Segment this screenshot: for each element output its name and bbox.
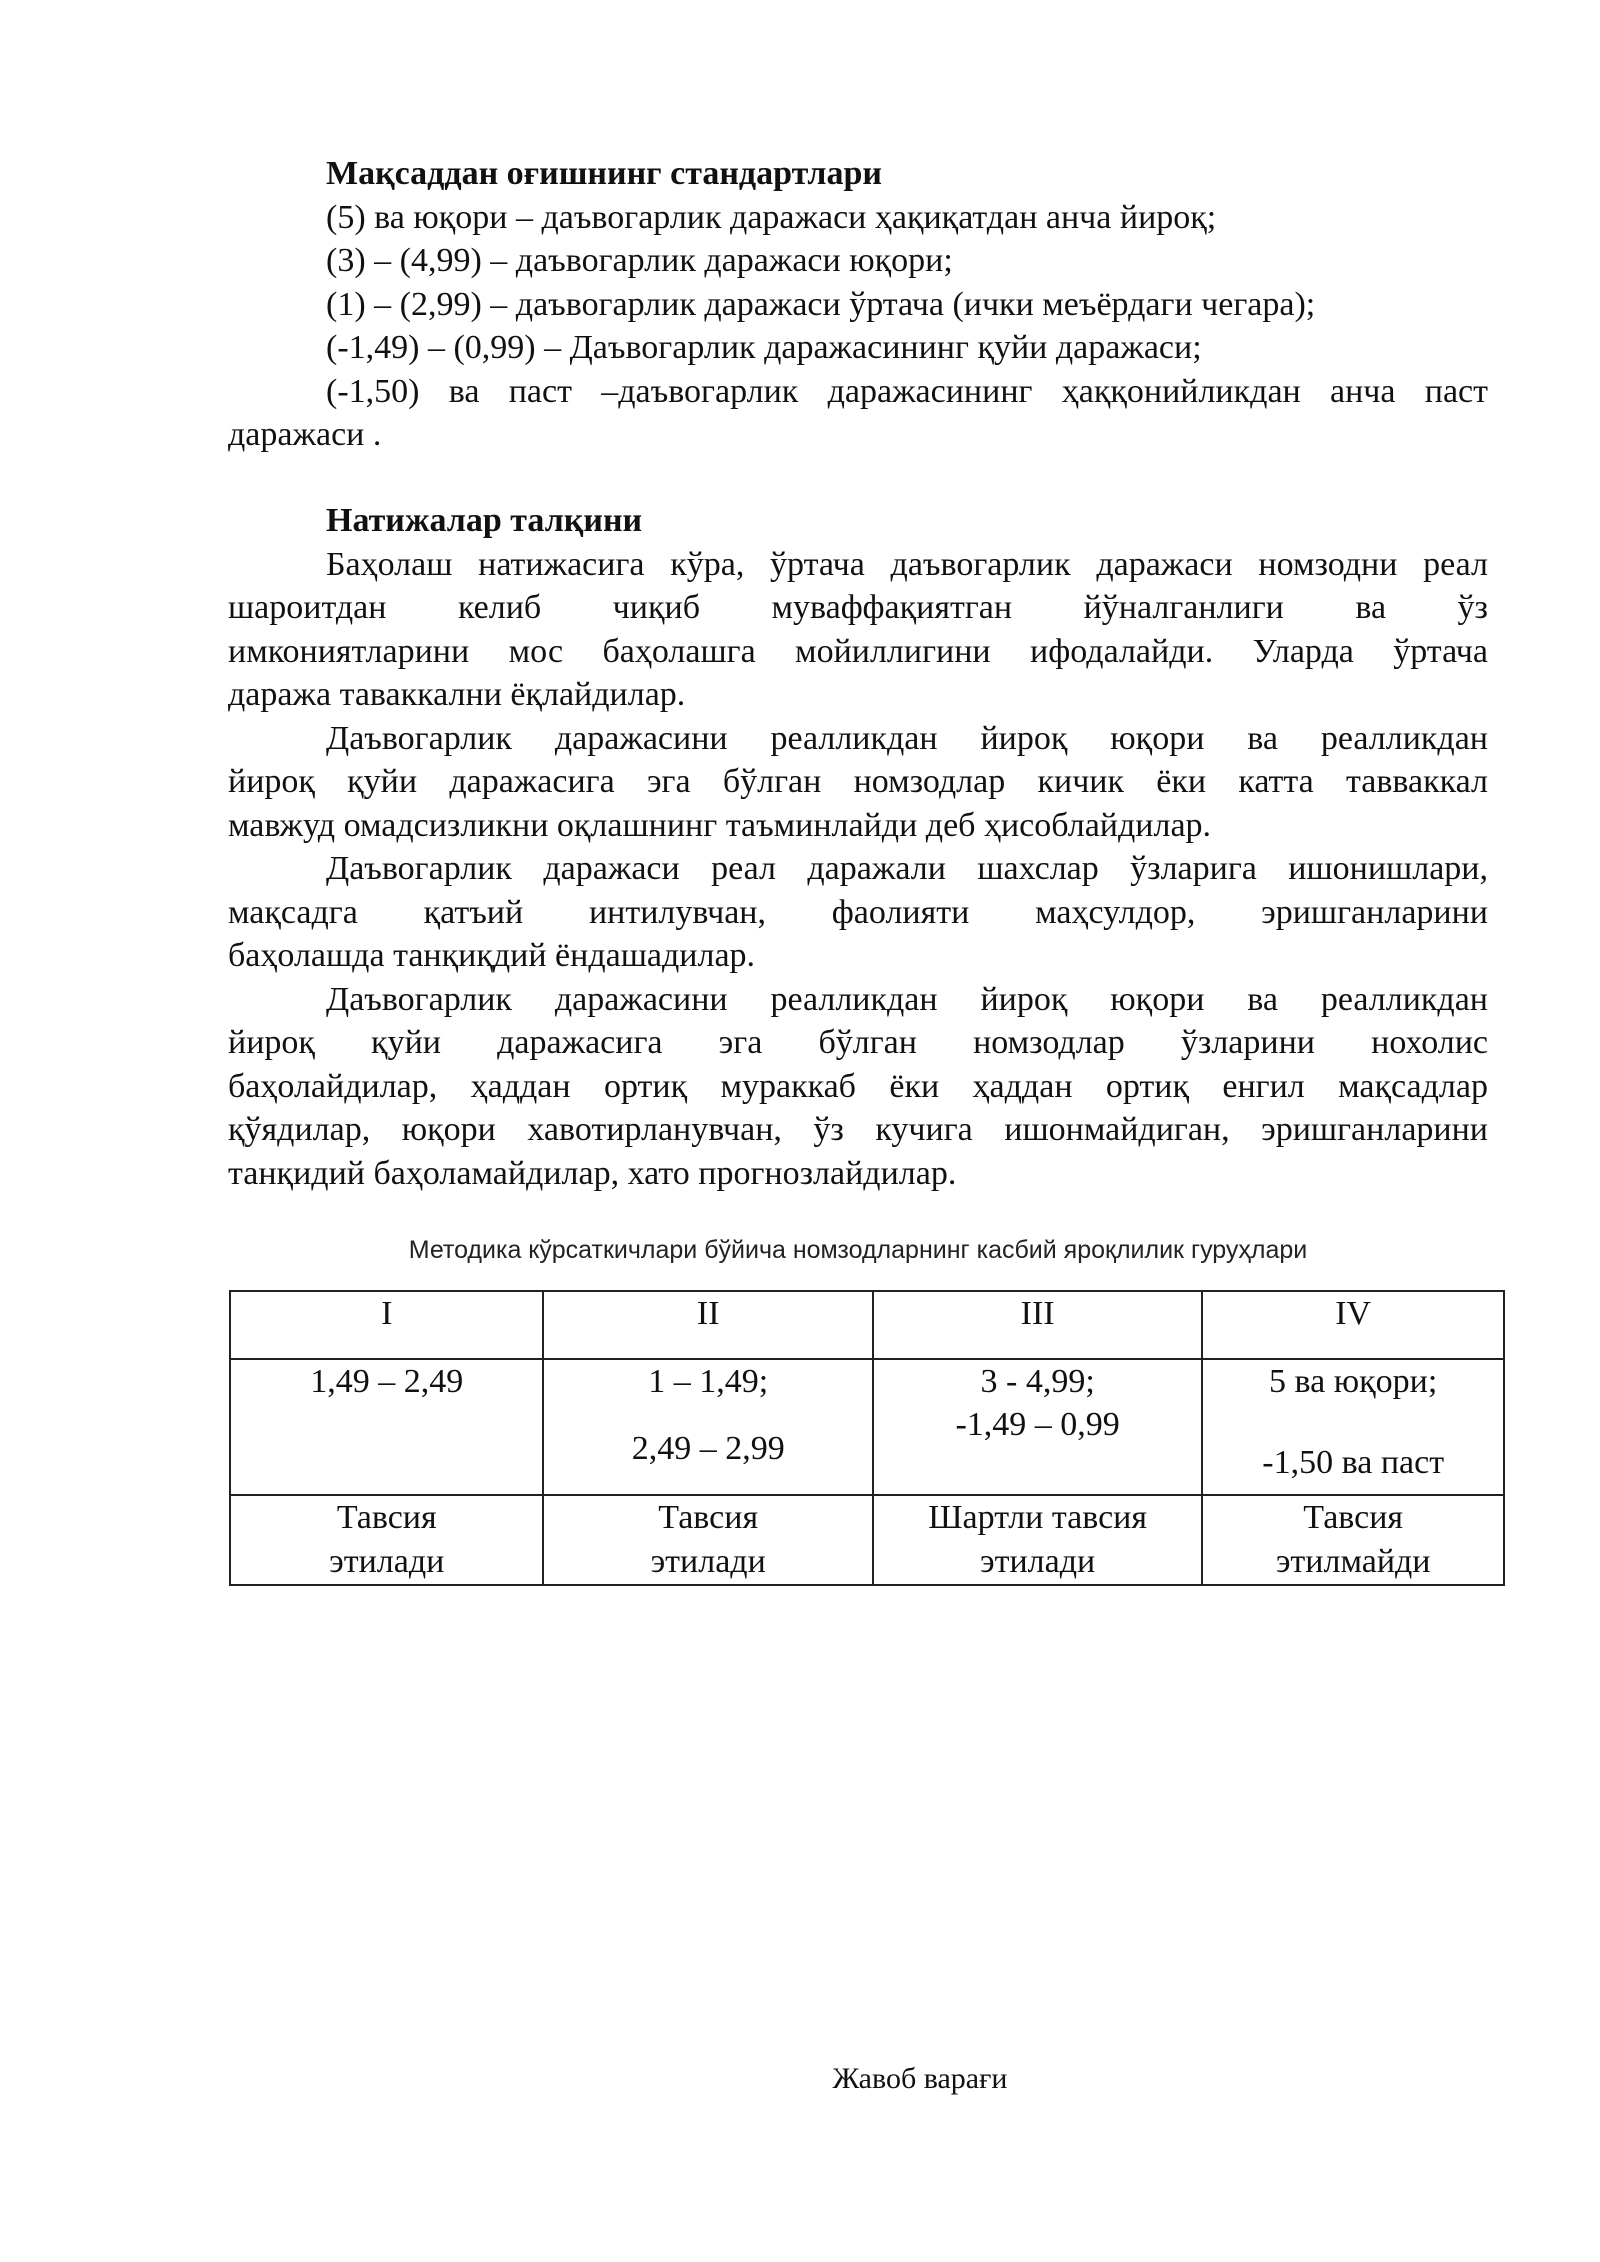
standards-item: (5) ва юқори – даъвогарлик даражаси ҳақиқатдан анча йироқ; — [326, 198, 1217, 236]
recommendation-line: Тавсия — [1303, 1499, 1404, 1536]
value-cell — [1202, 1359, 1504, 1495]
standards-heading: Мақсаддан оғишнинг стандартлари — [326, 155, 883, 192]
paragraph-line: мавжуд омадсизликни оқлашнинг таъминлайди деб ҳисоблайдилар. — [228, 806, 1212, 844]
recommendation-line: этилади — [329, 1543, 445, 1580]
value-line: 1 – 1,49; — [648, 1363, 769, 1400]
standards-item: (-1,50) ва паст –даъвогарлик даражасининг ҳаққонийликдан анча паст — [326, 372, 1488, 410]
group-header-cell: III — [873, 1291, 1202, 1359]
paragraph-line: танқидий баҳоламайдилар, хато прогнозлайдилар. — [228, 1154, 957, 1192]
group-header-cell: IV — [1202, 1291, 1504, 1359]
standards-item: (3) – (4,99) – даъвогарлик даражаси юқори; — [326, 242, 953, 279]
interpretation-section — [228, 499, 1488, 1195]
recommendation-line: Шартли тавсия — [928, 1499, 1148, 1536]
group-header-cell: II — [543, 1291, 872, 1359]
value-cell — [543, 1359, 872, 1495]
paragraph-line: шароитдан келиб чиқиб муваффақиятган йўналганлиги ва ўз — [228, 589, 1488, 626]
paragraph-line: мақсадга қатъий интилувчан, фаолияти маҳсулдор, эришганларини — [228, 893, 1488, 931]
value-cell — [230, 1359, 543, 1495]
paragraph-line: йироқ қуйи даражасига эга бўлган номзодлар кичик ёки катта тавваккал — [228, 763, 1488, 800]
group-header-cell: I — [230, 1291, 543, 1359]
value-line: 2,49 – 2,99 — [631, 1430, 785, 1467]
value-line: 5 ва юқори; — [1269, 1363, 1438, 1400]
table-caption: Методика кўрсаткичлари бўйича номзодларнинг касбий яроқлилик гуруҳлари — [408, 1236, 1308, 1264]
table-row-values — [230, 1359, 1504, 1495]
paragraph-line: имкониятларини мос баҳолашга мойиллигини ифодалайди. Уларда ўртача — [228, 632, 1488, 670]
recommendation-cell — [230, 1495, 543, 1585]
value-line: 1,49 – 2,49 — [310, 1363, 464, 1400]
paragraph-line: қўядилар, юқори хавотирланувчан, ўз кучига ишонмайдиган, эришганларини — [228, 1111, 1488, 1148]
recommendation-line: этилади — [980, 1543, 1096, 1580]
paragraph-line: Даъвогарлик даражасини реалликдан йироқ юқори ва реалликдан — [326, 719, 1488, 757]
value-line: -1,50 ва паст — [1262, 1444, 1445, 1481]
paragraph-line: баҳолайдилар, ҳаддан ортиқ мураккаб ёки ҳаддан ортиқ енгил мақсадлар — [228, 1067, 1488, 1105]
standards-section — [228, 152, 1488, 457]
recommendation-cell — [1202, 1495, 1504, 1585]
recommendation-line: Тавсия — [336, 1499, 437, 1536]
standards-item: (1) – (2,99) – даъвогарлик даражаси ўртача (ички меъёрдаги чегара); — [326, 285, 1316, 323]
interpretation-heading: Натижалар талқини — [326, 502, 643, 539]
standards-item-continuation: даражаси . — [228, 416, 382, 453]
table-header-row — [230, 1291, 1504, 1359]
value-line: -1,49 – 0,99 — [955, 1406, 1120, 1443]
table-row-recommendations — [230, 1495, 1504, 1585]
paragraph-line: Даъвогарлик даражасини реалликдан йироқ юқори ва реалликдан — [326, 980, 1488, 1018]
value-line: 3 - 4,99; — [980, 1363, 1095, 1400]
value-cell — [873, 1359, 1202, 1495]
paragraph-line: баҳолашда танқиқдий ёндашадилар. — [228, 937, 756, 974]
standards-item: (-1,49) – (0,99) – Даъвогарлик даражасининг қуйи даражаси; — [326, 329, 1202, 366]
recommendation-line: Тавсия — [658, 1499, 759, 1536]
paragraph-line: Даъвогарлик даражаси реал даражали шахслар ўзларига ишонишлари, — [326, 850, 1488, 887]
recommendation-cell — [873, 1495, 1202, 1585]
groups-table — [229, 1290, 1505, 1586]
recommendation-cell — [543, 1495, 872, 1585]
paragraph-line: йироқ қуйи даражасига эга бўлган номзодлар ўзларини нохолис — [228, 1024, 1488, 1061]
paragraph-line: Баҳолаш натижасига кўра, ўртача даъвогарлик даражаси номзодни реал — [326, 545, 1488, 583]
answer-sheet-title: Жавоб варағи — [832, 2062, 1008, 2095]
recommendation-line: этилмайди — [1275, 1543, 1431, 1580]
paragraph-line: даража таваккални ёқлайдилар. — [228, 676, 686, 713]
recommendation-line: этилади — [650, 1543, 766, 1580]
